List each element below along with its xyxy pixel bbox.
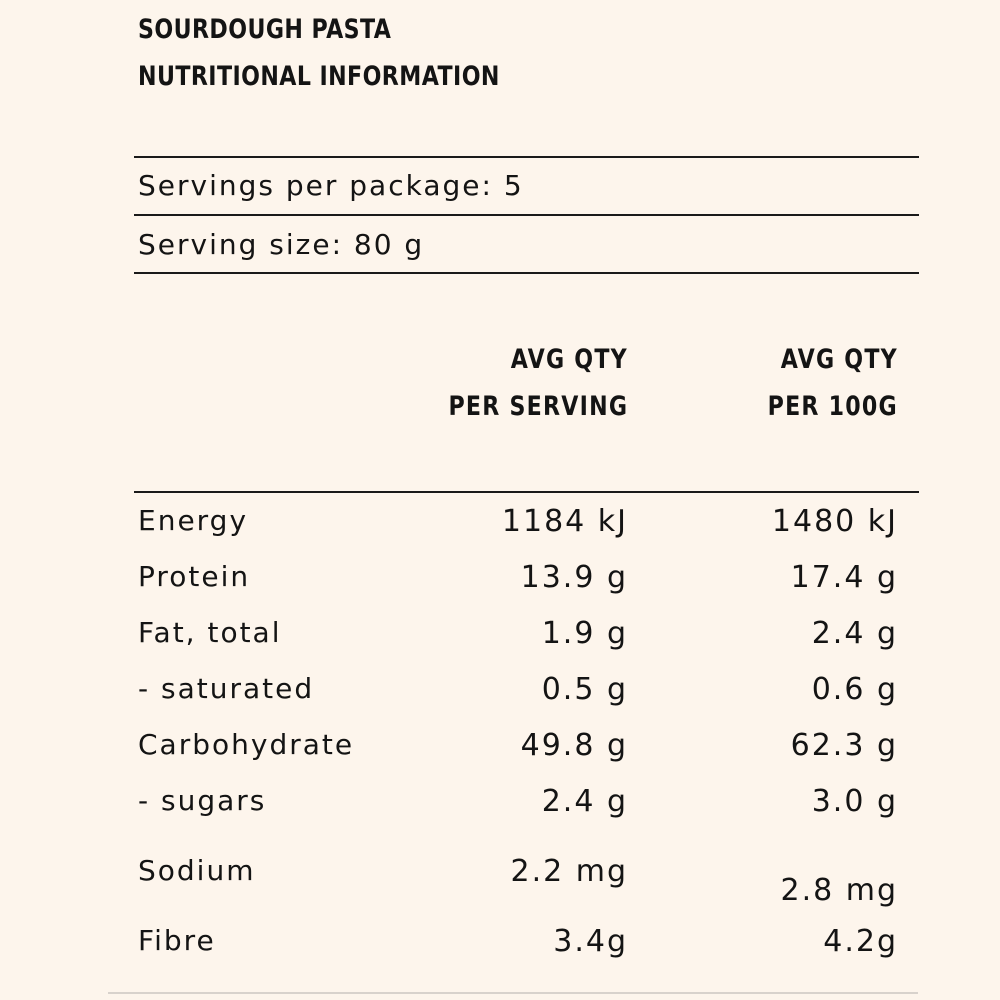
value-carbohydrate-per-100g: 62.3 g	[790, 728, 898, 763]
row-label-sodium: Sodium	[138, 854, 256, 887]
column-header-per-serving-line1: AVG QTY	[510, 344, 628, 375]
value-fibre-per-serving: 3.4g	[553, 924, 628, 959]
value-saturated-per-100g: 0.6 g	[811, 672, 898, 707]
value-fat-total-per-100g: 2.4 g	[811, 616, 898, 651]
row-label-energy: Energy	[138, 504, 249, 537]
column-header-per-serving-line2: PER SERVING	[448, 391, 628, 422]
row-label-saturated: - saturated	[138, 672, 315, 705]
value-fibre-per-100g: 4.2g	[823, 924, 898, 959]
value-energy-per-100g: 1480 kJ	[771, 504, 898, 539]
value-protein-per-serving: 13.9 g	[520, 560, 628, 595]
panel-title: NUTRITIONAL INFORMATION	[138, 61, 500, 92]
value-energy-per-serving: 1184 kJ	[501, 504, 628, 539]
row-label-sugars: - sugars	[138, 784, 267, 817]
serving-size: Serving size: 80 g	[138, 228, 425, 261]
value-sodium-per-100g: 2.8 mg	[780, 873, 898, 908]
row-label-fibre: Fibre	[138, 924, 216, 957]
divider-servings	[134, 214, 919, 216]
product-title: SOURDOUGH PASTA	[138, 14, 392, 45]
row-label-carbohydrate: Carbohydrate	[138, 728, 355, 761]
value-saturated-per-serving: 0.5 g	[541, 672, 628, 707]
row-label-protein: Protein	[138, 560, 251, 593]
value-carbohydrate-per-serving: 49.8 g	[520, 728, 628, 763]
value-protein-per-100g: 17.4 g	[790, 560, 898, 595]
row-label-fat-total: Fat, total	[138, 616, 282, 649]
divider-table-header	[134, 491, 919, 493]
divider-serving-size	[134, 272, 919, 274]
column-header-per-100g-line1: AVG QTY	[780, 344, 898, 375]
divider-bottom	[108, 992, 918, 994]
divider-top	[134, 156, 919, 158]
servings-per-package: Servings per package: 5	[138, 169, 524, 202]
value-sugars-per-serving: 2.4 g	[541, 784, 628, 819]
column-header-per-100g-line2: PER 100G	[767, 391, 898, 422]
value-sodium-per-serving: 2.2 mg	[510, 854, 628, 889]
value-sugars-per-100g: 3.0 g	[811, 784, 898, 819]
value-fat-total-per-serving: 1.9 g	[541, 616, 628, 651]
